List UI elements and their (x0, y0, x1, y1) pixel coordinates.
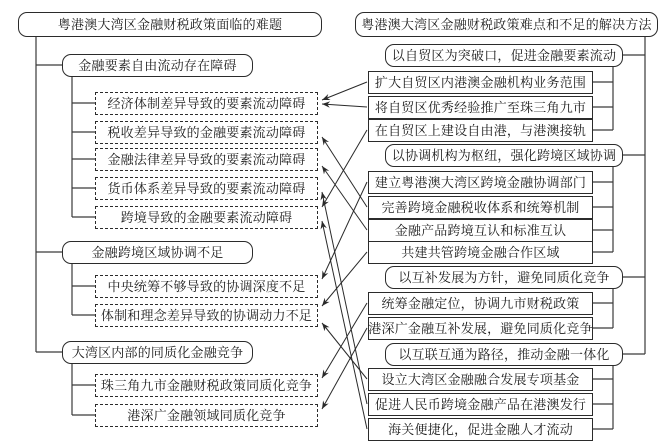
problem-item-box-2-0: 珠三角九市金融财税政策同质化竞争 (95, 374, 318, 397)
problem-item-box-0-4: 跨境导致的金融要素流动障碍 (95, 206, 318, 229)
problem-item-box-2-1: 港深广金融领域同质化竞争 (95, 404, 318, 427)
solution-item-box-3-2: 海关便捷化，促进金融人才流动 (368, 418, 593, 441)
solution-item-box-1-3: 共建共管跨境金融合作区域 (368, 241, 593, 264)
problem-category-box-2: 大湾区内部的同质化金融竞争 (62, 341, 253, 364)
solution-item-box-2-0: 统筹金融定位，协调九市财税政策 (368, 292, 593, 315)
solution-category-box-0: 以自贸区为突破口，促进金融要素流动 (385, 44, 623, 67)
solution-item-box-0-1: 将自贸区优秀经验推广至珠三角九市 (368, 96, 593, 119)
solution-item-box-1-0: 建立粤港澳大湾区跨境金融协调部门 (368, 171, 593, 194)
problem-item-box-0-0: 经济体制差异导致的要素流动障碍 (95, 92, 318, 115)
problem-item-box-0-2: 金融法律差异导致的要素流动障碍 (95, 148, 318, 171)
solution-item-box-3-1: 促进人民币跨境金融产品在港澳发行 (368, 393, 593, 416)
solution-item-box-0-2: 在自贸区上建设自由港，与港澳接轨 (368, 119, 593, 142)
solution-to-problem-arrow (322, 137, 367, 207)
left-root-box: 粤港澳大湾区金融财税政策面临的难题 (18, 12, 322, 37)
solution-item-box-1-1: 完善跨境金融税收体系和统筹机制 (368, 196, 593, 219)
solution-to-problem-arrow (322, 104, 367, 107)
problem-category-box-0: 金融要素自由流动存在障碍 (62, 54, 253, 77)
problem-item-box-0-3: 货币体系差异导致的要素流动障碍 (95, 177, 318, 200)
solution-category-box-1: 以协调机构为枢纽，强化跨境区域协调 (385, 144, 623, 167)
solution-to-problem-arrow (322, 166, 367, 230)
solution-to-problem-arrow (322, 82, 367, 100)
solution-item-box-3-0: 设立大湾区金融融合发展专项基金 (368, 368, 593, 391)
solution-item-box-1-2: 金融产品跨境互认和标准互认 (368, 219, 593, 242)
solution-category-box-3: 以互联互通为路径，推动金融一体化 (385, 343, 623, 366)
right-root-box: 粤港澳大湾区金融财税政策难点和不足的解决方法 (355, 12, 658, 37)
problem-item-box-1-1: 体制和理念差异导致的协调动力不足 (95, 304, 318, 327)
problem-category-box-1: 金融跨境区域协调不足 (62, 241, 253, 264)
problem-item-box-1-0: 中央统筹不够导致的协调深度不足 (95, 275, 318, 298)
solution-item-box-0-0: 扩大自贸区内港澳金融机构业务范围 (368, 71, 593, 94)
problem-item-box-0-1: 税收差异导致的金融要素流动障碍 (95, 121, 318, 144)
solution-category-box-2: 以互补发展为方针，避免同质化竞争 (385, 266, 623, 289)
solution-item-box-2-1: 港深广金融互补发展，避免同质化竞争 (368, 317, 593, 340)
